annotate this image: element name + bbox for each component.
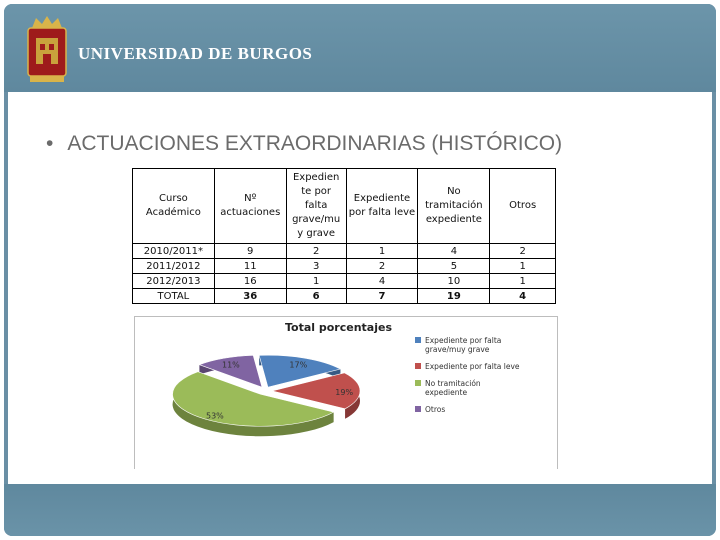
column-header: Otros (490, 169, 556, 244)
pie-chart (135, 317, 557, 469)
table-cell: 2012/2013 (133, 274, 215, 289)
table-cell: 10 (418, 274, 490, 289)
table-cell: 2 (490, 244, 556, 259)
legend-entry: expediente (425, 388, 468, 397)
table-cell: 11 (214, 259, 286, 274)
slide-title-text: ACTUACIONES EXTRAORDINARIAS (HISTÓRICO) (67, 132, 563, 155)
legend-swatch (415, 337, 421, 343)
table-cell: 7 (346, 289, 418, 304)
slide-title (46, 132, 562, 156)
table-cell: 4 (490, 289, 556, 304)
footer-band (4, 484, 716, 536)
table-cell: 2 (286, 244, 346, 259)
column-header: No tramitación expediente (418, 169, 490, 244)
column-header: Expedien te por falta grave/mu y grave (286, 169, 346, 244)
brand-name: UNIVERSIDAD DE BURGOS (78, 44, 313, 63)
table-cell: 1 (286, 274, 346, 289)
table-cell: 1 (490, 274, 556, 289)
table-row (133, 274, 556, 289)
pie-data-label: 19% (335, 387, 354, 397)
column-header: Curso Académico (133, 169, 215, 244)
table-cell: 5 (418, 259, 490, 274)
table-cell: 19 (418, 289, 490, 304)
pie-data-label: 17% (289, 360, 308, 370)
table-cell: 2 (346, 259, 418, 274)
legend-entry: Expediente por falta leve (425, 362, 520, 371)
university-crest-icon (22, 14, 72, 84)
data-table (132, 168, 556, 304)
legend-swatch (415, 363, 421, 369)
chart-title: Total porcentajes (285, 321, 393, 334)
table-cell: TOTAL (133, 289, 215, 304)
legend-entry: grave/muy grave (425, 345, 490, 354)
table-cell: 4 (346, 274, 418, 289)
table-cell: 16 (214, 274, 286, 289)
table-cell: 1 (490, 259, 556, 274)
table-row (133, 259, 556, 274)
legend-entry: Otros (425, 405, 446, 414)
legend-entry: No tramitación (425, 379, 481, 388)
table-cell: 2011/2012 (133, 259, 215, 274)
pie-data-label: 53% (206, 411, 224, 421)
table-header-row (133, 169, 556, 244)
pie-data-label: 11% (221, 360, 240, 370)
table-cell: 36 (214, 289, 286, 304)
table-cell: 3 (286, 259, 346, 274)
column-header: Nº actuaciones (214, 169, 286, 244)
table-row (133, 244, 556, 259)
table-cell: 4 (418, 244, 490, 259)
table-cell: 9 (214, 244, 286, 259)
pie-chart-panel (134, 316, 558, 469)
column-header: Expediente por falta leve (346, 169, 418, 244)
bullet-marker: • (46, 132, 54, 155)
table-cell: 1 (346, 244, 418, 259)
legend-swatch (415, 380, 421, 386)
table-total-row (133, 289, 556, 304)
table-cell: 2010/2011* (133, 244, 215, 259)
table-cell: 6 (286, 289, 346, 304)
legend-entry: Expediente por falta (425, 336, 502, 345)
legend-swatch (415, 406, 421, 412)
